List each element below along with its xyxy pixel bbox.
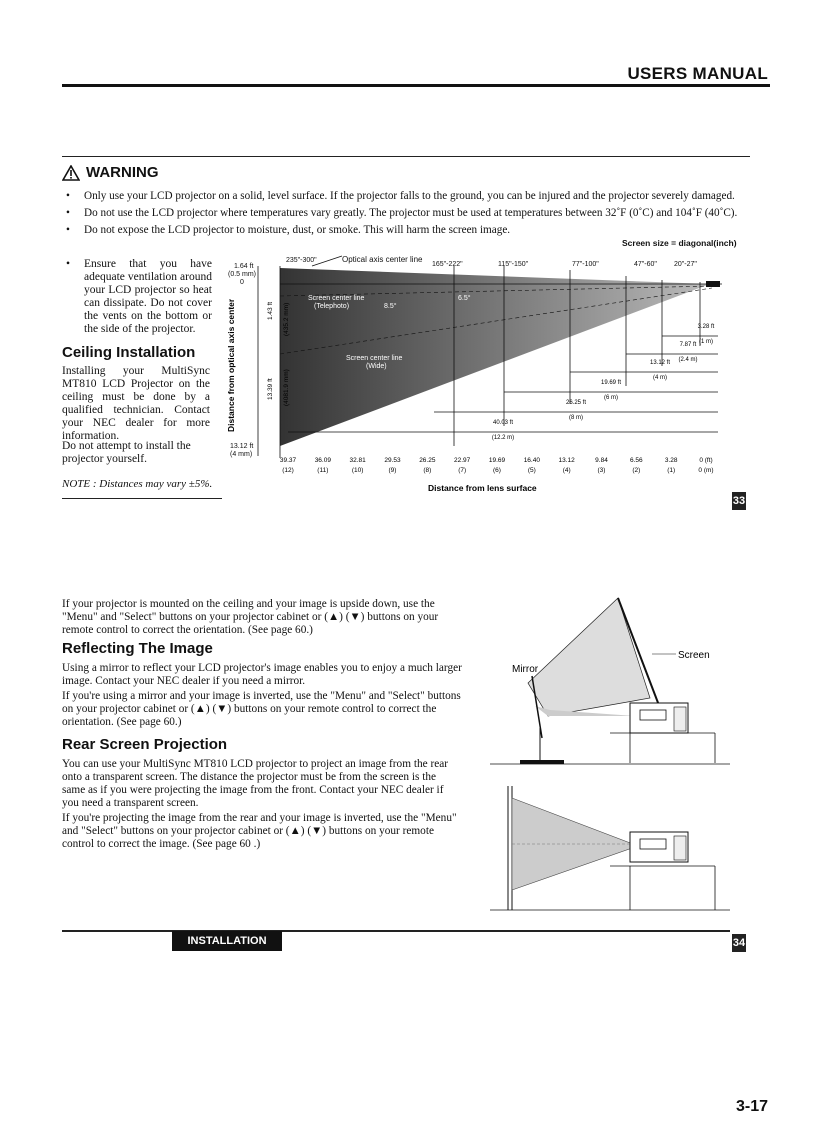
vertical-dim-label: (435.2 mm) <box>283 302 290 336</box>
left-dim-label: (4 mm) <box>230 451 253 458</box>
rear-paragraph: You can use your MultiSync MT810 LCD projector to project an image from the rear onto a transparent screen. The distance the projector must be from the screen is the same as if you were projecting the image from the front. Contact your NEC dealer if you need a transparent screen. <box>62 758 448 809</box>
page-number: 3-17 <box>735 1098 768 1115</box>
distance-ft-tick: 16.40 <box>523 457 540 464</box>
distance-m-tick: (11) <box>317 467 329 474</box>
warning-bullet: • Do not expose the LCD projector to moisture, dust, or smoke. This will harm the screen image. <box>62 222 762 239</box>
distance-ft-tick: 26.25 <box>419 457 436 464</box>
footer-rule <box>62 930 730 932</box>
vertical-dim-label: 1.43 ft <box>267 301 274 320</box>
projector-lens-icon <box>706 281 720 287</box>
distance-ft-tick: 22.97 <box>454 457 471 464</box>
distance-m-tick: (7) <box>458 467 467 474</box>
rear-heading: Rear Screen Projection <box>62 736 228 753</box>
screen-size-label: 47"-60" <box>634 261 657 268</box>
distance-m-tick: (5) <box>527 467 536 474</box>
distance-ft-tick: 3.28 <box>664 457 678 464</box>
distance-ft-tick: 9.84 <box>595 457 608 464</box>
inner-label: (Wide) <box>366 363 387 370</box>
ventilation-text: Ensure that you have adequate ventilation around your LCD projector so heat can dissipate. Do not cover the vents on the bottom or the side of the projector. <box>84 258 212 335</box>
ceiling-paragraph: Installing your MultiSync MT810 LCD Projector on the ceiling must be done by a qualified technician. Contact your NEC dealer for more information. <box>62 365 210 442</box>
warning-heading-text: WARNING <box>86 164 159 181</box>
page-mark-bottom: 34 <box>732 934 746 952</box>
inner-label: Screen center line <box>308 295 365 302</box>
range-ft-label: 19.69 ft <box>600 380 622 386</box>
left-dim-label: 0 <box>240 279 244 286</box>
screen-size-label: 20"-27" <box>674 261 697 268</box>
ventilation-bullet: • Ensure that you have adequate ventilation around your LCD projector so heat can dissipate. Do not cover the vents on the bottom or the side of the projector. <box>62 258 212 336</box>
range-ft-label: 40.03 ft <box>492 420 514 426</box>
range-m-label: (2.4 m) <box>678 357 698 363</box>
distance-m-tick: (9) <box>388 467 397 474</box>
screen-size-label: 165"-222" <box>432 261 463 268</box>
ceiling-paragraph-2: Do not attempt to install the projector yourself. <box>62 440 191 465</box>
distance-m-tick: (10) <box>351 467 364 474</box>
left-dim-label: (0.5 mm) <box>228 271 256 278</box>
mirror-illustration <box>490 588 730 778</box>
range-m-label: (8 m) <box>569 415 583 421</box>
note-rule <box>62 498 222 499</box>
vertical-dim-label: (4081.9 mm) <box>283 369 290 406</box>
y-axis-label: Distance from optical axis center <box>226 298 236 432</box>
distance-m-tick: (8) <box>423 467 432 474</box>
throw-distance-diagram <box>222 236 742 498</box>
screen-size-title: Screen size = diagonal(inch) <box>622 238 737 248</box>
inner-label: (Telephoto) <box>314 303 350 310</box>
left-dim-label: 13.12 ft <box>230 443 254 450</box>
mirror-label: Mirror <box>512 664 539 675</box>
distance-m-tick: (1) <box>667 467 676 474</box>
section-label: INSTALLATION <box>172 931 282 951</box>
x-axis-label: Distance from lens surface <box>428 483 537 493</box>
screen-size-label: 235"-300" <box>286 257 317 264</box>
range-ft-label: 7.87 ft <box>679 342 697 348</box>
distance-m-tick: (4) <box>562 467 571 474</box>
range-ft-label: 13.12 ft <box>649 360 671 366</box>
warning-rule <box>62 156 750 157</box>
warning-bullet: • Do not use the LCD projector where temperatures vary greatly. The projector must be used at temperatures between 32˚F (0˚C) and 104˚F (40˚C). <box>62 205 762 222</box>
range-ft-label: 26.25 ft <box>565 400 587 406</box>
rear-paragraph-2: If you're projecting the image from the rear and your image is inverted, use the "Menu" and "Select" buttons on your projector cabinet or (▲) (▼) buttons on your remote control to correct the image. (See page 60 .) <box>62 812 457 850</box>
warning-bullet: • Only use your LCD projector on a solid, level surface. If the projector falls to the ground, you can be injured and the projector severely damaged. <box>62 188 762 205</box>
screen-size-label: 115"-150" <box>498 261 529 268</box>
vertical-dim-label: 13.39 ft <box>267 378 274 400</box>
header-rule <box>62 84 770 87</box>
inner-label: 6.5° <box>458 295 471 302</box>
header-title: USERS MANUAL <box>627 64 768 83</box>
distance-m-tick: 0 (m) <box>698 467 714 474</box>
distance-m-tick: (6) <box>493 467 501 474</box>
note-text: NOTE : Distances may vary ±5%. <box>62 478 213 490</box>
ceiling-heading: Ceiling Installation <box>62 344 196 361</box>
warning-list <box>62 188 762 239</box>
range-m-label: (4 m) <box>653 375 667 381</box>
warning-triangle-icon <box>62 165 80 181</box>
screen-label: Screen <box>678 650 710 661</box>
range-m-label: (1 m) <box>699 339 713 345</box>
distance-ft-tick: 32.81 <box>349 457 366 464</box>
left-dim-label: 1.64 ft <box>234 263 254 270</box>
page-mark-top: 33 <box>732 492 746 510</box>
distance-ft-tick: 6.56 <box>630 457 643 464</box>
reflect-paragraph: Using a mirror to reflect your LCD projector's image enables you to enjoy a much larger image. Contact your NEC dealer if you need a mirror. <box>62 662 462 687</box>
ceiling-orientation-text: If your projector is mounted on the ceiling and your image is upside down, use the "Menu" and "Select" buttons on your projector cabinet or (▲) (▼) buttons on your remote control to correct the orientation. (See page 60.) <box>62 598 439 636</box>
range-ft-label: 3.28 ft <box>697 324 715 330</box>
distance-ft-tick: 39.37 <box>279 457 297 464</box>
warning-heading <box>62 164 159 181</box>
rear-projection-illustration <box>490 786 730 914</box>
range-m-label: (12.2 m) <box>491 435 515 441</box>
distance-m-tick: (12) <box>282 467 294 474</box>
screen-size-label: 77"-100" <box>572 261 599 268</box>
distance-ft-tick: 36.09 <box>314 457 331 464</box>
inner-label: Screen center line <box>346 355 403 362</box>
distance-m-tick: (2) <box>632 467 641 474</box>
distance-ft-tick: 13.12 <box>558 457 575 464</box>
distance-ft-tick: 19.69 <box>488 457 506 464</box>
distance-m-tick: (3) <box>597 467 606 474</box>
reflect-paragraph-2: If you're using a mirror and your image is inverted, use the "Menu" and "Select" buttons on your projector cabinet or (▲) (▼) buttons on your remote control to correct the orientation. (See page 60.) <box>62 690 461 728</box>
inner-label: 8.5° <box>384 303 397 310</box>
distance-ft-tick: 0 (ft) <box>699 457 713 464</box>
distance-ft-tick: 29.53 <box>384 457 401 464</box>
range-m-label: (6 m) <box>604 395 618 401</box>
optical-axis-label: Optical axis center line <box>342 255 423 264</box>
reflect-heading: Reflecting The Image <box>62 640 213 657</box>
